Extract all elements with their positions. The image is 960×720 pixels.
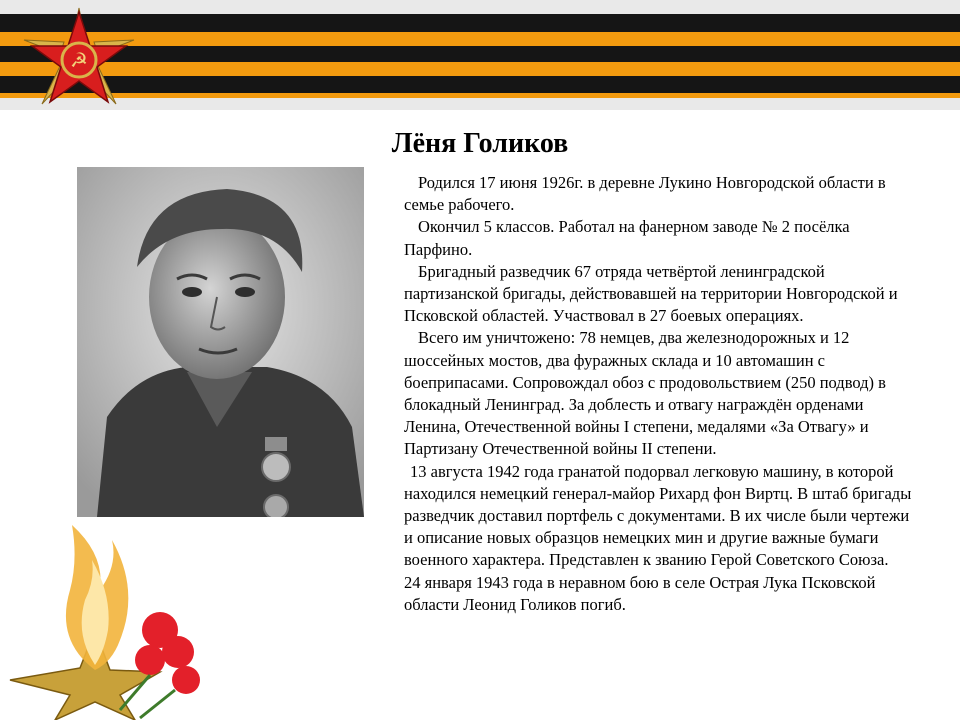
svg-text:☭: ☭ <box>70 48 88 72</box>
ribbon-stripe-orange <box>0 32 960 46</box>
bio-paragraph-achievements: Всего им уничтожено: 78 немцев, два железнодорожных и 12 шоссейных мостов, два фуражных склада и 10 автомашин с боеприпасами. Сопровождал обоз с продовольствием (250 подвод) в блокадный Ленинград. За доблесть и отвагу награждён орденами Ленина, Отечественной войны I степени, медалями «За Отвагу» и Партизану Отечественной войны II степени. <box>404 328 886 459</box>
ribbon-stripe-black <box>0 46 960 62</box>
bio-paragraph-service: Бригадный разведчик 67 отряда четвёртой ленинградской партизанской бригады, действовавшей на территории Новгородской и Псковской областей. Участвовал в 27 боевых операциях. <box>404 261 898 326</box>
biography-text <box>404 172 919 616</box>
ribbon-stripe-orange <box>0 62 960 76</box>
eternal-flame-carnations-icon <box>0 520 210 720</box>
bio-paragraph-birth: Родился 17 июня 1926г. в деревне Лукино Новгородской области в семье рабочего. <box>404 173 886 215</box>
order-of-patriotic-war-icon <box>14 4 144 114</box>
portrait-photo <box>77 167 364 517</box>
st-george-ribbon-header <box>0 0 960 110</box>
ribbon-stripe-black <box>0 14 960 32</box>
ribbon-stripe-black <box>0 76 960 93</box>
bio-paragraph-education: Окончил 5 классов. Работал на фанерном заводе № 2 посёлка Парфино. <box>404 217 850 259</box>
ribbon-stripe-orange <box>0 93 960 98</box>
bio-paragraph-death: 24 января 1943 года в неравном бою в селе Острая Лука Псковской области Леонид Голиков погиб. <box>404 572 876 614</box>
bio-paragraph-general: 13 августа 1942 года гранатой подорвал легковую машину, в которой находился немецкий генерал-майор Рихард фон Виртц. В штаб бригады разведчик доставил портфель с документами. В их числе были чертежи и описание новых образцов немецких мин и другие важные бумаги военного характера. Представлен к званию Герой Советского Союза. <box>404 461 912 570</box>
page-title: Лёня Голиков <box>391 128 569 159</box>
